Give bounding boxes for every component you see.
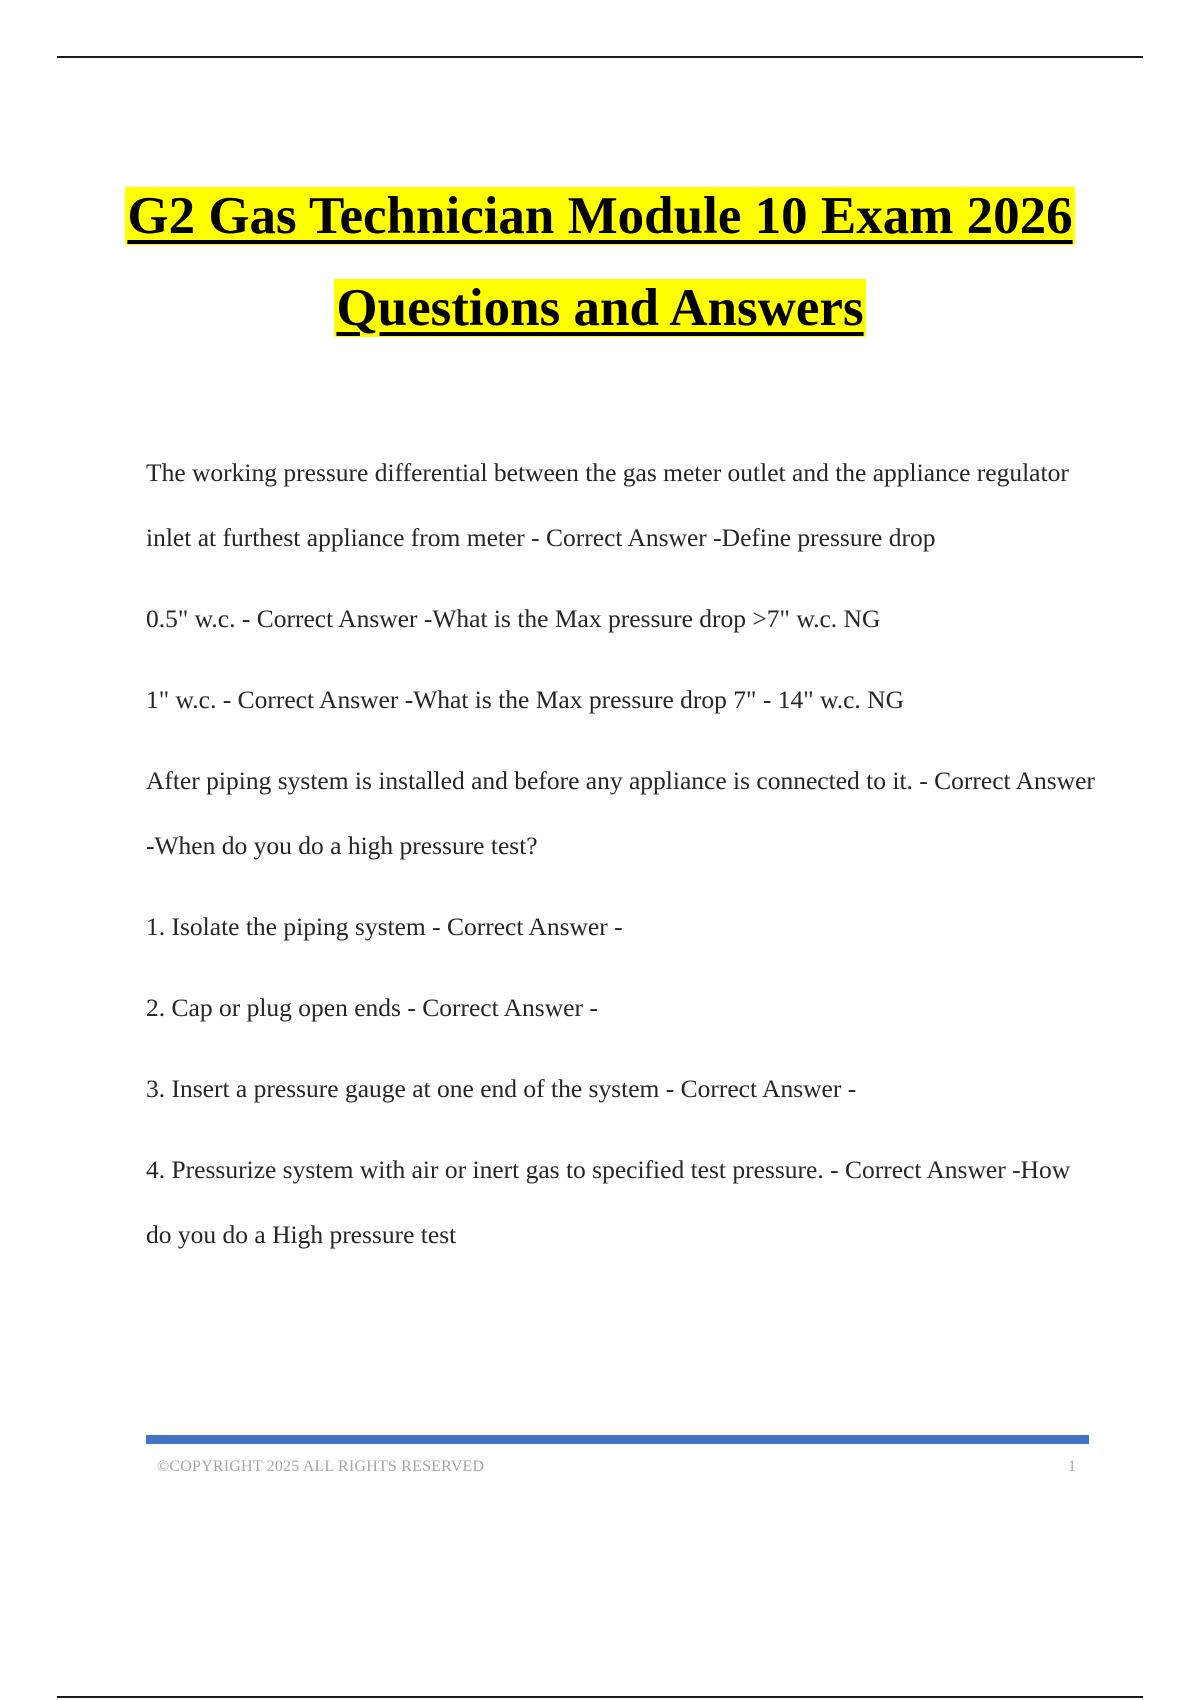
document-title xyxy=(100,170,1100,354)
page-number: 1 xyxy=(1068,1458,1076,1475)
top-divider xyxy=(57,56,1143,58)
qa-paragraph: 2. Cap or plug open ends - Correct Answer - xyxy=(146,993,598,1022)
footer-bar xyxy=(146,1435,1089,1444)
qa-paragraph: 3. Insert a pressure gauge at one end of the system - Correct Answer - xyxy=(146,1074,857,1103)
qa-paragraph: After piping system is installed and before any appliance is connected to it. - Correct Answer -When do you do a high pressure test? xyxy=(146,766,1095,860)
bottom-divider xyxy=(57,1696,1143,1698)
title-line-2: Questions and Answers xyxy=(336,279,864,337)
qa-paragraph: 4. Pressurize system with air or inert gas to specified test pressure. - Correct Answer -How do you do a High pressure test xyxy=(146,1155,1071,1249)
qa-paragraph: 1. Isolate the piping system - Correct Answer - xyxy=(146,912,623,941)
qa-paragraph: 0.5" w.c. - Correct Answer -What is the Max pressure drop >7" w.c. NG xyxy=(146,604,881,633)
qa-content xyxy=(146,440,1096,1283)
qa-paragraph: 1" w.c. - Correct Answer -What is the Max pressure drop 7" - 14" w.c. NG xyxy=(146,685,905,714)
title-line-1: G2 Gas Technician Module 10 Exam 2026 xyxy=(127,187,1073,245)
footer-copyright: ©COPYRIGHT 2025 ALL RIGHTS RESERVED xyxy=(157,1458,485,1475)
qa-paragraph: The working pressure differential between the gas meter outlet and the appliance regulator inlet at furthest appliance from meter - Correct Answer -Define pressure drop xyxy=(146,458,1069,552)
